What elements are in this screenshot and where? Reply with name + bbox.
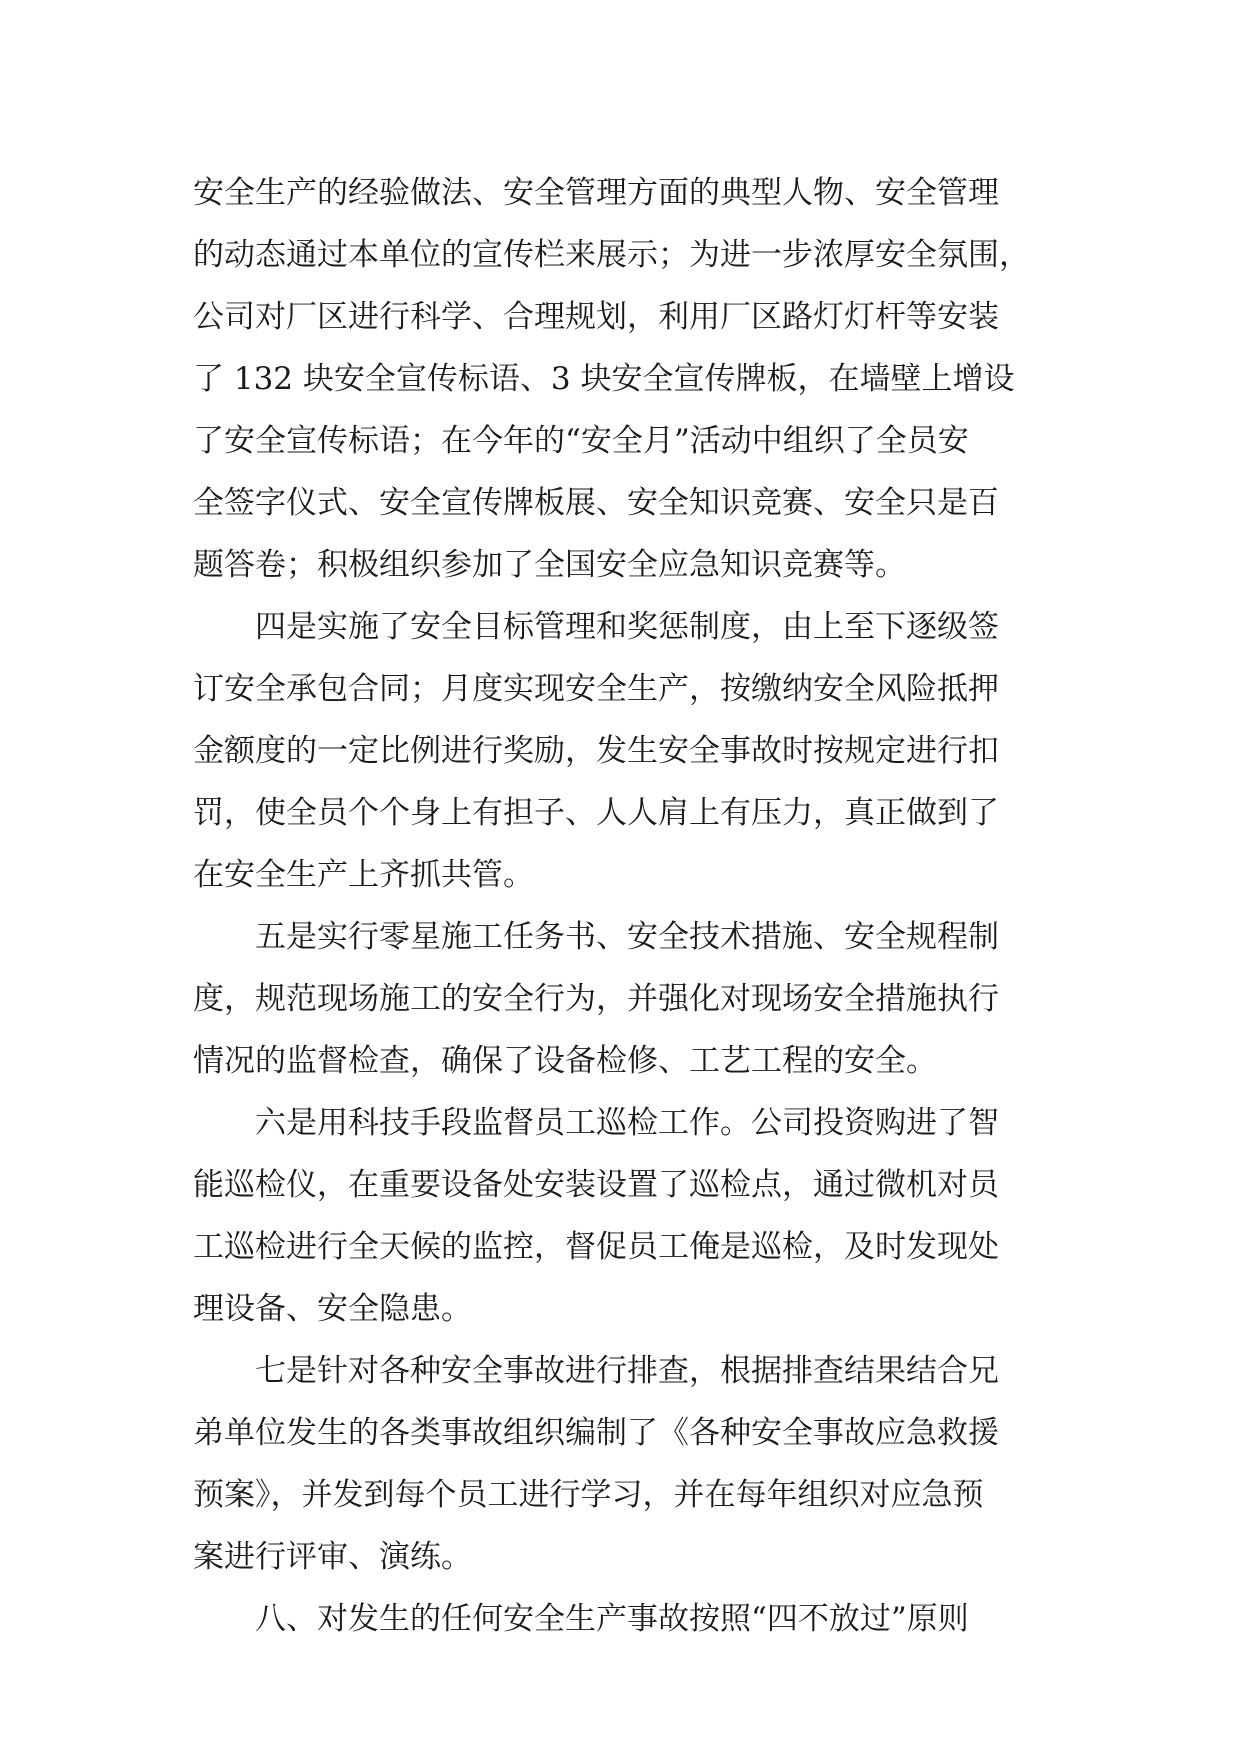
paragraph-start-line: 七是针对各种安全事故进行排查，根据排查结果结合兄	[255, 1353, 999, 1389]
paragraph-start-line: 五是实行零星施工任务书、安全技术措施、安全规程制	[255, 919, 999, 955]
text-line: 了 132 块安全宣传标语、3 块安全宣传牌板，在墙壁上增设	[193, 361, 1015, 397]
text-line: 在安全生产上齐抓共管。	[193, 857, 534, 893]
text-line: 案进行评审、演练。	[193, 1539, 472, 1575]
text-line: 的动态通过本单位的宣传栏来展示；为进一步浓厚安全氛围，	[193, 237, 1030, 273]
text-line: 度，规范现场施工的安全行为，并强化对现场安全措施执行	[193, 981, 999, 1017]
text-line: 安全生产的经验做法、安全管理方面的典型人物、安全管理	[193, 175, 999, 211]
paragraph-start-line: 六是用科技手段监督员工巡检工作。公司投资购进了智	[255, 1105, 999, 1141]
text-line: 理设备、安全隐患。	[193, 1291, 472, 1327]
document-body	[193, 162, 1053, 1650]
text-line: 能巡检仪，在重要设备处安装设置了巡检点，通过微机对员	[193, 1167, 999, 1203]
text-line: 工巡检进行全天候的监控，督促员工俺是巡检，及时发现处	[193, 1229, 999, 1265]
text-line: 弟单位发生的各类事故组织编制了《各种安全事故应急救援	[193, 1415, 999, 1451]
text-line: 金额度的一定比例进行奖励，发生安全事故时按规定进行扣	[193, 733, 999, 769]
text-line: 订安全承包合同；月度实现安全生产，按缴纳安全风险抵押	[193, 671, 999, 707]
paragraph-start-line: 四是实施了安全目标管理和奖惩制度，由上至下逐级签	[255, 609, 999, 645]
text-line: 公司对厂区进行科学、合理规划，利用厂区路灯灯杆等安装	[193, 299, 999, 335]
paragraph-start-line: 八、对发生的任何安全生产事故按照“四不放过”原则	[255, 1601, 969, 1637]
text-line: 全签字仪式、安全宣传牌板展、安全知识竞赛、安全只是百	[193, 485, 999, 521]
text-line: 罚，使全员个个身上有担子、人人肩上有压力，真正做到了	[193, 795, 999, 831]
text-line: 题答卷；积极组织参加了全国安全应急知识竞赛等。	[193, 547, 906, 583]
text-line: 预案》，并发到每个员工进行学习，并在每年组织对应急预	[193, 1477, 984, 1513]
text-line: 情况的监督检查，确保了设备检修、工艺工程的安全。	[193, 1043, 937, 1079]
text-line: 了安全宣传标语；在今年的“安全月”活动中组织了全员安	[193, 423, 969, 459]
